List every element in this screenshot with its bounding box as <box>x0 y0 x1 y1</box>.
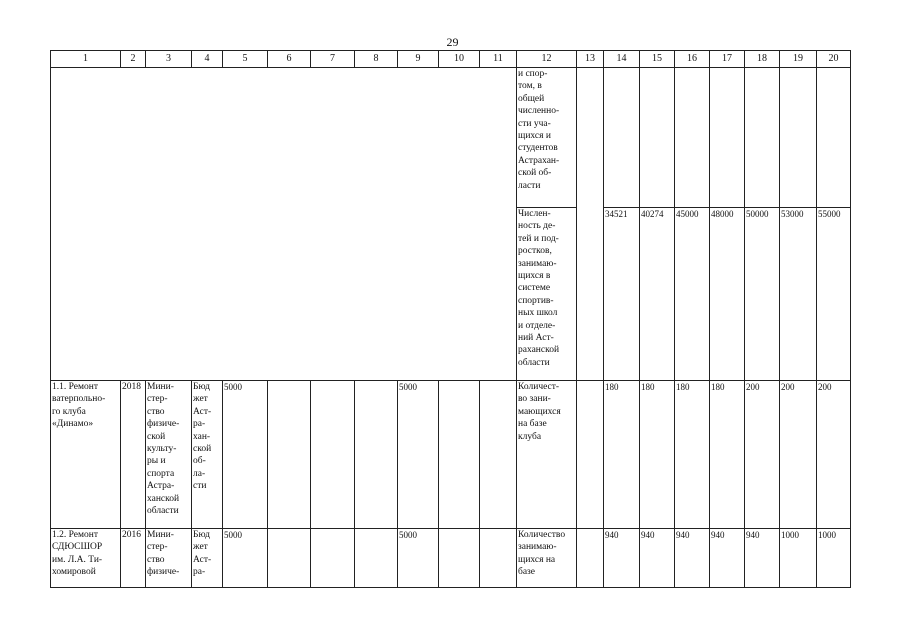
value-cell: 40274 <box>640 208 675 381</box>
table-cell <box>577 529 604 588</box>
table-cell <box>311 529 355 588</box>
table-cell <box>480 381 517 529</box>
header-cell: 6 <box>268 51 311 68</box>
indicator-cell: Числен- ность де- тей и под- ростков, занимаю- щихся в системе спортив- ных школ и отделе- ний Аст- раханской области <box>517 208 577 381</box>
header-cell: 17 <box>710 51 745 68</box>
header-cell: 9 <box>398 51 439 68</box>
event-name-cell: 1.2. Ремонт СДЮСШОР им. Л.А. Ти- хомировой <box>51 529 121 588</box>
value-cell: 180 <box>604 381 640 529</box>
value-cell: 180 <box>675 381 710 529</box>
value-cell: 5000 <box>398 529 439 588</box>
table-cell <box>577 208 604 381</box>
header-cell: 18 <box>745 51 780 68</box>
value-cell: 940 <box>745 529 780 588</box>
table-cell <box>311 381 355 529</box>
value-cell: 48000 <box>710 208 745 381</box>
header-cell: 3 <box>146 51 192 68</box>
data-table <box>50 50 851 588</box>
table-cell <box>439 381 480 529</box>
value-cell: 5000 <box>398 381 439 529</box>
table-cell <box>355 381 398 529</box>
value-cell: 940 <box>604 529 640 588</box>
table-cell <box>577 68 604 208</box>
table-cell <box>268 529 311 588</box>
value-cell: 940 <box>710 529 745 588</box>
header-cell: 11 <box>480 51 517 68</box>
table-cell <box>780 68 817 208</box>
table-row <box>51 68 851 208</box>
table-cell <box>604 68 640 208</box>
empty-merged-cell <box>51 68 517 381</box>
header-cell: 4 <box>192 51 223 68</box>
header-cell: 5 <box>223 51 268 68</box>
page-number: 29 <box>446 35 459 49</box>
table-row <box>51 381 851 529</box>
executor-cell: Мини- стер- ство физиче- <box>146 529 192 588</box>
table-cell <box>577 381 604 529</box>
value-cell: 180 <box>640 381 675 529</box>
value-cell: 1000 <box>817 529 851 588</box>
table-cell <box>675 68 710 208</box>
indicator-cell: Количест- во зани- мающихся на базе клуба <box>517 381 577 529</box>
indicator-cell: и спор- том, в общей численно- сти уча- щихся и студентов Астрахан- ской об- ласти <box>517 68 577 208</box>
value-cell: 55000 <box>817 208 851 381</box>
source-cell: Бюд жет Аст- ра- <box>192 529 223 588</box>
value-cell: 200 <box>817 381 851 529</box>
value-cell: 45000 <box>675 208 710 381</box>
indicator-cell: Количество занимаю- щихся на базе <box>517 529 577 588</box>
header-cell: 8 <box>355 51 398 68</box>
value-cell: 200 <box>780 381 817 529</box>
header-cell: 19 <box>780 51 817 68</box>
value-cell: 200 <box>745 381 780 529</box>
event-name-cell: 1.1. Ремонт ватерпольно- го клуба «Динамо» <box>51 381 121 529</box>
value-cell: 53000 <box>780 208 817 381</box>
table-cell <box>480 529 517 588</box>
value-cell: 34521 <box>604 208 640 381</box>
header-cell: 2 <box>121 51 146 68</box>
header-cell: 1 <box>51 51 121 68</box>
header-row <box>51 51 851 68</box>
header-cell: 13 <box>577 51 604 68</box>
header-cell: 7 <box>311 51 355 68</box>
value-cell: 940 <box>640 529 675 588</box>
header-cell: 16 <box>675 51 710 68</box>
header-cell: 15 <box>640 51 675 68</box>
value-cell: 1000 <box>780 529 817 588</box>
year-cell: 2016 <box>121 529 146 588</box>
value-cell: 5000 <box>223 529 268 588</box>
header-cell: 10 <box>439 51 480 68</box>
table-cell <box>640 68 675 208</box>
source-cell: Бюд жет Аст- ра- хан- ской об- ла- сти <box>192 381 223 529</box>
header-cell: 14 <box>604 51 640 68</box>
table-cell <box>439 529 480 588</box>
value-cell: 50000 <box>745 208 780 381</box>
header-cell: 20 <box>817 51 851 68</box>
table-cell <box>268 381 311 529</box>
value-cell: 940 <box>675 529 710 588</box>
table-cell <box>745 68 780 208</box>
table-cell <box>710 68 745 208</box>
value-cell: 5000 <box>223 381 268 529</box>
table-row <box>51 529 851 588</box>
value-cell: 180 <box>710 381 745 529</box>
table-cell <box>355 529 398 588</box>
executor-cell: Мини- стер- ство физиче- ской культу- ры и спорта Астра- ханской области <box>146 381 192 529</box>
year-cell: 2018 <box>121 381 146 529</box>
header-cell: 12 <box>517 51 577 68</box>
table-cell <box>817 68 851 208</box>
